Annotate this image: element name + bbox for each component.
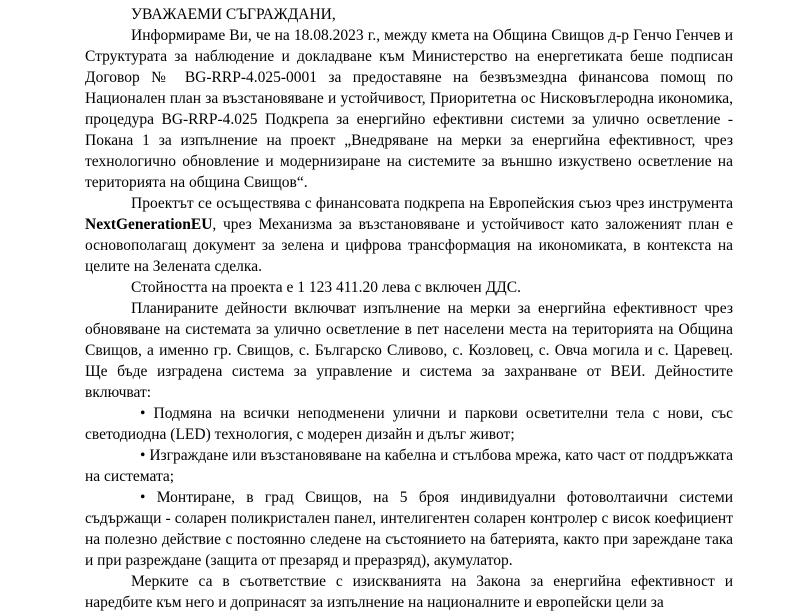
bullet-item-led-replacement: • Подмяна на всички неподменени улични и паркови осветителни тела с нови, със светодиодна (LED) технология, с модерен дизайн и дълъг живот; xyxy=(85,405,733,443)
bullet-item-cable-network: • Изграждане или възстановяване на кабелна и стълбова мрежа, като част от поддръжката на системата; xyxy=(85,447,733,485)
bullet-item-photovoltaic-systems: • Монтиране, в град Свищов, на 5 броя индивидуални фотоволтаични системи съдържащи - соларен поликристален панел, интелигентен соларен контролер с висок коефициент на полезно действие с постоянно следене на състоянието на батерията, както при зареждане така и при разреждане (защита от презаряд и преразряд), акумулатор. xyxy=(85,489,733,569)
paragraph-contract-info: Информираме Ви, че на 18.08.2023 г., между кмета на Община Свищов д-р Генчо Генчев и Структурата за наблюдение и докладване към Министерство на енергетиката беше подписан Договор № BG-RRP-4.025-0001 за предоставяне на безвъзмездна финансова помощ по Национален план за възстановяване и устойчивост, Приоритетна ос Нисковъглеродна икономика, процедура BG-RRP-4.025 Подкрепа за енергийно ефективни системи за улично осветление - Покана 1 за изпълнение на проект „Внедряване на мерки за енергийна ефективност, чрез технологично обновление и модернизиране на системите за външно изкуствено осветление на територията на община Свищов“. xyxy=(85,27,733,191)
next-generation-eu-label: NextGenerationEU xyxy=(85,216,213,233)
paragraph-funding xyxy=(85,193,733,277)
paragraph-funding-text-2: , чрез Механизма за възстановяване и устойчивост като заложеният план е основополагащ документ за зелена и цифрова трансформация на икономиката, в контекста на целите на Зелената сделка. xyxy=(85,216,733,275)
paragraph-project-value: Стойността на проекта е 1 123 411.20 лева с включен ДДС. xyxy=(131,279,521,296)
paragraph-planned-activities: Планираните дейности включват изпълнение на мерки за енергийна ефективност чрез обновяване на системата за улично осветление в пет населени места на територията на Община Свищов, а именно гр. Свищов, с. Българско Сливово, с. Козловец, с. Овча могила и с. Царевец. Ще бъде изградена система за управление и система за захранване от ВЕИ. Дейностите включват: xyxy=(85,300,733,401)
greeting: УВАЖАЕМИ СЪГРАЖДАНИ, xyxy=(131,6,336,23)
document-body xyxy=(85,4,733,613)
paragraph-funding-text-1: Проектът се осъществява с финансовата подкрепа на Европейския съюз чрез инструмента xyxy=(131,195,733,212)
paragraph-compliance: Мерките са в съответствие с изискванията на Закона за енергийна ефективност и наредбите към него и допринасят за изпълнение на националните и европейски цели за xyxy=(85,573,733,611)
